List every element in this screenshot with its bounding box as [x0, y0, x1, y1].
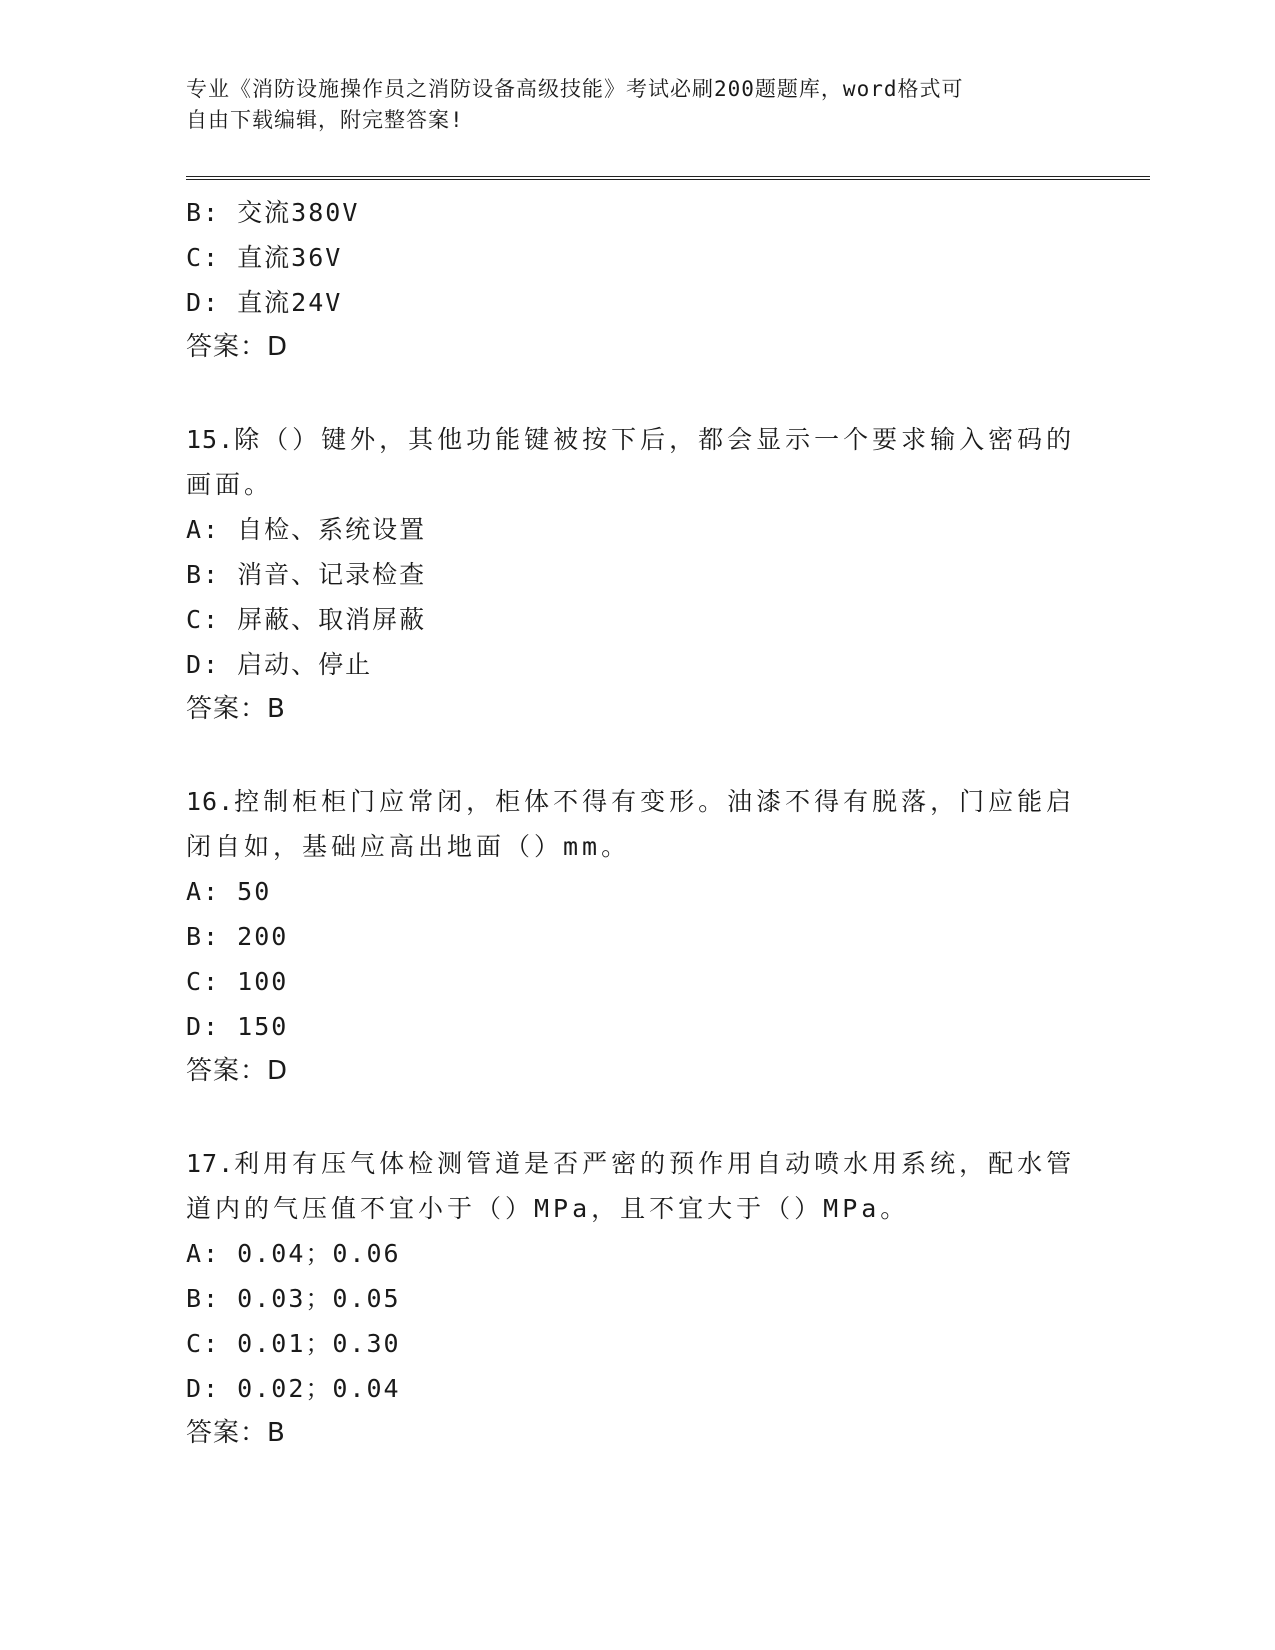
option-b: B: 0.03；0.05: [186, 1284, 401, 1313]
answer: 答案：D: [186, 1056, 289, 1086]
prev-question-options: [186, 190, 1086, 370]
option-d: D: 启动、停止: [186, 650, 373, 679]
question-15: [186, 417, 1086, 732]
question-number: 17.: [186, 1149, 235, 1178]
question-number: 15.: [186, 425, 235, 454]
page-header: [186, 74, 1066, 136]
option-a: A: 0.04；0.06: [186, 1239, 401, 1268]
option-a: A: 50: [186, 877, 272, 906]
answer: 答案：D: [186, 332, 289, 362]
question-text-line-1: 15.除（）键外，其他功能键被按下后，都会显示一个要求输入密码的: [186, 425, 1076, 454]
question-text-line-2: 闭自如，基础应高出地面（）mm。: [186, 832, 631, 861]
answer: 答案：B: [186, 694, 286, 724]
question-text-line-1: 17.利用有压气体检测管道是否严密的预作用自动喷水用系统，配水管: [186, 1149, 1076, 1178]
question-text-line-2: 道内的气压值不宜小于（）MPa，且不宜大于（）MPa。: [186, 1194, 910, 1223]
question-17: [186, 1141, 1086, 1456]
option-b: B: 交流380V: [186, 198, 360, 227]
question-text-line-1: 16.控制柜柜门应常闭，柜体不得有变形。油漆不得有脱落，门应能启: [186, 787, 1076, 816]
question-text-line-2: 画面。: [186, 470, 274, 499]
option-d: D: 0.02；0.04: [186, 1374, 401, 1403]
header-divider: [186, 176, 1150, 180]
option-a: A: 自检、系统设置: [186, 515, 427, 544]
option-c: C: 屏蔽、取消屏蔽: [186, 605, 427, 634]
option-c: C: 100: [186, 967, 289, 996]
header-line-2: 自由下载编辑，附完整答案!: [186, 108, 464, 132]
option-b: B: 消音、记录检查: [186, 560, 427, 589]
header-line-1: 专业《消防设施操作员之消防设备高级技能》考试必刷200题题库，word格式可: [186, 77, 964, 101]
option-d: D: 150: [186, 1012, 289, 1041]
question-number: 16.: [186, 787, 235, 816]
option-c: C: 0.01；0.30: [186, 1329, 401, 1358]
option-d: D: 直流24V: [186, 288, 343, 317]
question-content: [186, 190, 1086, 1456]
question-16: [186, 779, 1086, 1094]
option-c: C: 直流36V: [186, 243, 343, 272]
answer: 答案：B: [186, 1418, 286, 1448]
option-b: B: 200: [186, 922, 289, 951]
